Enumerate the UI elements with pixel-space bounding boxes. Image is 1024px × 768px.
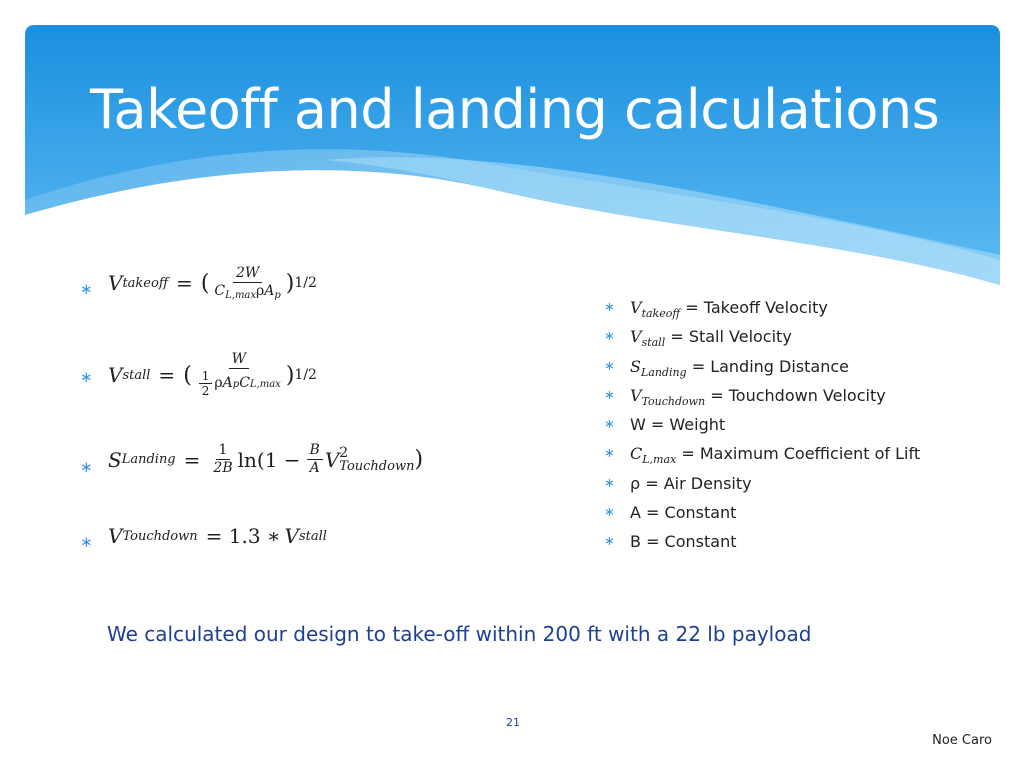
bullet-icon: ∗ [80,533,93,551]
open-paren: ( [183,362,192,388]
bullet-icon: ∗ [604,329,615,345]
bullet-icon: ∗ [604,534,615,550]
equation-variable: V [108,524,123,548]
equation-variable: V [108,363,123,388]
equals-sign: = [183,447,201,472]
half-fraction: $\frac{1}{2}$ [199,370,213,399]
fraction: $\frac{B}{A}$ [307,443,323,476]
legend-item [604,501,1004,530]
bullet-icon: ∗ [80,458,93,476]
close-paren: ) [285,270,295,296]
close-paren: ) [414,447,424,473]
page-number: 21 [506,716,520,729]
bullet-icon: ∗ [604,417,615,433]
equation-landing-distance: S Landing = $\frac{1}{2B}$ ln(1 − $\frac{B}{A}$ V 2 Touchdown ) [108,442,424,476]
exponent: 1/2 [294,367,317,384]
velocity-symbol: V [324,447,340,472]
velocity-symbol: V [284,524,299,548]
legend-item [604,296,1004,325]
equation-subscript: takeoff [122,275,169,291]
legend-item [604,472,1004,501]
equation-variable: S [108,447,122,472]
legend-text: B = Constant [630,532,737,552]
bullet-icon: ∗ [604,446,615,462]
open-paren: ( [200,270,210,296]
equation-subscript: stall [122,367,151,383]
equation-subscript: stall [298,528,327,544]
log-term: ln(1 − [237,447,301,472]
author-name: Noe Caro [932,733,992,748]
legend-text: ρ = Air Density [630,473,752,493]
numerator: 2W [233,266,262,283]
fraction [194,352,284,398]
equation-rhs: = 1.3 ∗ [205,524,281,548]
equation-stall-velocity [108,352,317,398]
legend-item [604,413,1004,442]
bullet-icon: ∗ [604,300,615,315]
equals-sign: = [158,363,176,388]
bullet-icon: ∗ [604,505,615,521]
legend-text: $S_{Landing}$ = Landing Distance [630,356,849,379]
exponent: 1/2 [294,275,317,292]
equation-subscript: Touchdown [122,528,198,544]
bullet-icon: ∗ [80,280,93,298]
conclusion-text: We calculated our design to take-off within 200 ft with a 22 lb payload [107,622,812,646]
legend-text: A = Constant [630,503,737,523]
close-paren: ) [285,362,295,388]
equation-takeoff-velocity [108,266,317,301]
legend-item [604,384,1004,413]
bullet-icon: ∗ [80,368,93,386]
legend-text: $C_{L,max}$ = Maximum Coefficient of Lift [630,444,921,467]
legend-item [604,442,1004,471]
legend-item [604,355,1004,384]
equation-touchdown-velocity [108,524,327,548]
equation-variable: V [108,271,123,296]
equals-sign: = [176,271,193,296]
legend-item [604,530,1004,559]
bullet-icon: ∗ [604,387,615,403]
fraction [211,266,283,301]
variable-legend [604,296,1004,560]
legend-text: $V_{Touchdown}$ = Touchdown Velocity [630,385,886,408]
bullet-icon: ∗ [604,358,615,374]
numerator: W [229,352,249,369]
denominator: $\frac{1}{2}$ ρ A p C L,max [194,369,284,399]
legend-text: W = Weight [630,415,726,435]
bullet-icon: ∗ [604,475,615,491]
slide-title: Takeoff and landing calculations [90,78,940,141]
legend-text: $V_{stall}$ = Stall Velocity [630,327,792,350]
equation-subscript: Landing [121,452,176,468]
denominator: $C_{L,max}\rho A_p$ [214,282,281,301]
title-banner [25,25,1000,295]
legend-item [604,325,1004,354]
fraction: $\frac{1}{2B}$ [213,442,233,476]
legend-text: $V_{takeoff}$ = Takeoff Velocity [630,298,828,320]
